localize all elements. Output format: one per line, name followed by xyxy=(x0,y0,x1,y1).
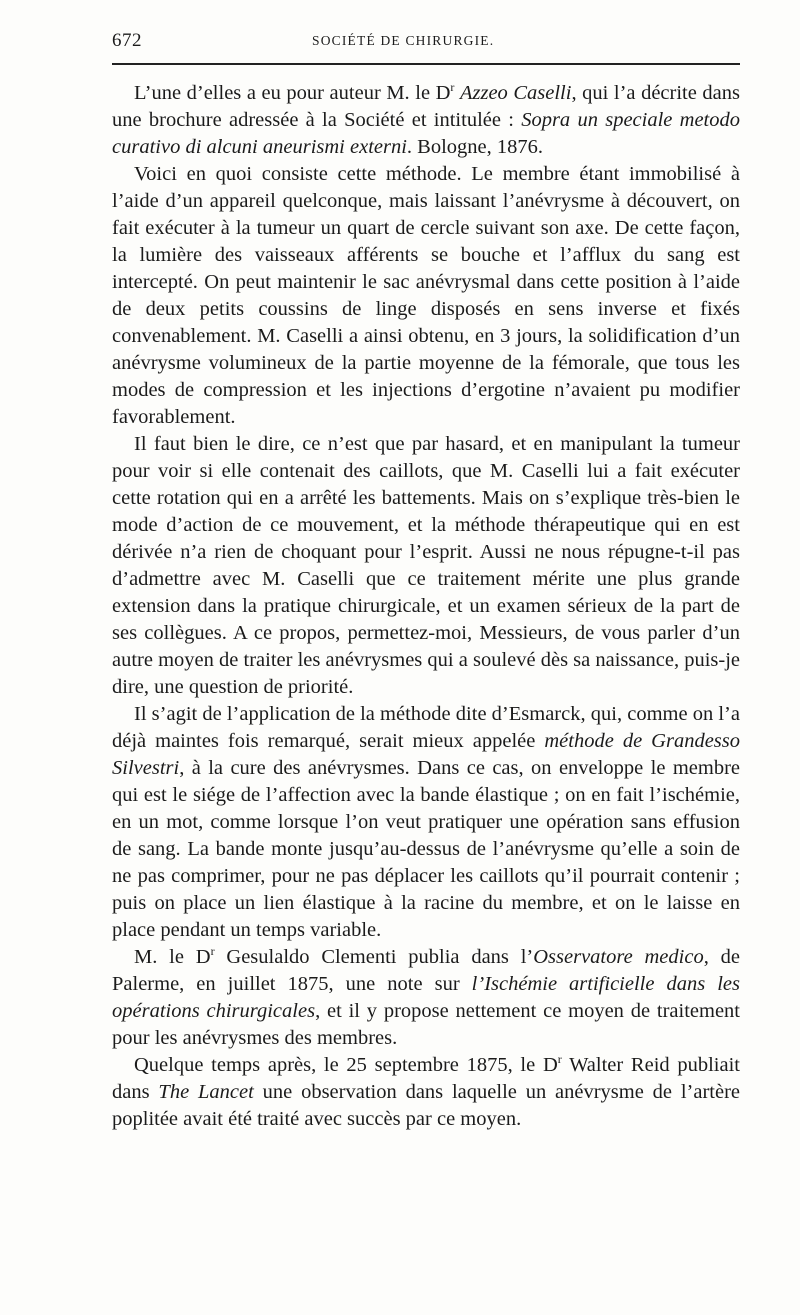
paragraph xyxy=(112,701,740,944)
text-run: Il faut bien le dire, ce n’est que par hasard, et en manipulant la tumeur pour voir si elle contenait des caillots, que M. Caselli lui a fait exécuter cette rotation qui en a arrêté les battements. Mais on s’explique très-bien le mode d’action de ce mouvement, et la méthode thérapeutique qui en est dérivée n’a rien de choquant pour l’esprit. Aussi ne nous répugne-t-il pas d’admettre avec M. Caselli que ce traitement mérite une plus grande extension dans la pratique chirurgicale, et un examen sérieux de la part de ses collègues. A ce propos, permettez-moi, Messieurs, de vous parler d’un autre moyen de traiter les anévrysmes qui a soulevé dès sa naissance, puis-je dire, une question de priorité. xyxy=(112,433,740,698)
text-run: L’une d’elles a eu pour auteur M. le D xyxy=(134,82,451,104)
text-run: , et il y propose nettement ce moyen de traitement pour les anévrysmes des membres. xyxy=(112,1000,740,1049)
text-run: , qui l’a décrite dans une brochure adressée à la Société et intitulée : xyxy=(112,82,740,131)
text-run: Gesulaldo Clementi publia dans l’ xyxy=(214,946,534,968)
italic-text: Osservatore medico xyxy=(533,946,704,968)
paragraph xyxy=(112,161,740,431)
text-run: Walter Reid publiait dans xyxy=(112,1054,740,1103)
body-text xyxy=(112,80,740,1133)
superscript: r xyxy=(450,80,455,94)
text-run: , à la cure des anévrysmes. Dans ce cas, on enveloppe le membre qui est le siége de l’affection avec la bande élastique ; on en fait l’ischémie, en un mot, comme lorsque l’on veut pratiquer une opération sans effusion de sang. La bande monte jusqu’au-dessus de l’anévrysme qu’elle a soin de ne pas comprimer, pour ne pas déplacer les caillots qu’il pourrait contenir ; puis on place un lien élastique à la racine du membre, et on le laisse en place pendant un temps variable. xyxy=(112,757,740,941)
text-run: une observation dans laquelle un anévrysme de l’artère poplitée avait été traité avec succès par ce moyen. xyxy=(112,1081,741,1130)
paragraph xyxy=(112,944,740,1052)
header-rule xyxy=(112,63,740,65)
text-run: Voici en quoi consiste cette méthode. Le membre étant immobilisé à l’aide d’un appareil quelconque, mais laissant l’anévrysme à découvert, on fait exécuter à la tumeur un quart de cercle suivant son axe. De cette façon, la lumière des vaisseaux afférents se bouche et l’afflux du sang est intercepté. On peut maintenir le sac anévrysmal dans cette position à l’aide de deux petits coussins de linge disposés en sens inverse et fixés convenablement. M. Caselli a ainsi obtenu, en 3 jours, la solidification d’un anévrysme volumineux de la partie moyenne de la fémorale, que tous les modes de compression et les injections d’ergotine n’avaient pu modifier favorablement. xyxy=(112,163,740,428)
paragraph xyxy=(112,1052,740,1133)
italic-text: Sopra un speciale metodo curativo di alcuni aneurismi externi xyxy=(112,109,741,158)
running-head xyxy=(112,30,740,56)
superscript: r xyxy=(557,1052,562,1066)
paragraph xyxy=(112,431,740,701)
superscript: r xyxy=(210,944,215,958)
text-run: M. le D xyxy=(134,946,211,968)
italic-text: méthode de Grandesso Silvestri xyxy=(112,730,740,779)
italic-text: The Lancet xyxy=(158,1081,254,1103)
italic-text: l’Ischémie artificielle dans les opérations chirurgicales xyxy=(112,973,740,1022)
text-run: . Bologne, 1876. xyxy=(406,136,544,158)
running-title: SOCIÉTÉ DE CHIRURGIE. xyxy=(312,33,495,48)
paragraph xyxy=(112,80,740,161)
italic-text: Azzeo Caselli xyxy=(459,82,572,104)
text-run: , de Palerme, en juillet 1875, une note sur xyxy=(112,946,741,995)
page-number: 672 xyxy=(112,30,142,51)
text-run: Quelque temps après, le 25 septembre 1875, le D xyxy=(134,1054,558,1076)
text-run: Il s’agit de l’application de la méthode dite d’Esmarck, qui, comme on l’a déjà maintes fois remarqué, serait mieux appelée xyxy=(112,703,740,752)
